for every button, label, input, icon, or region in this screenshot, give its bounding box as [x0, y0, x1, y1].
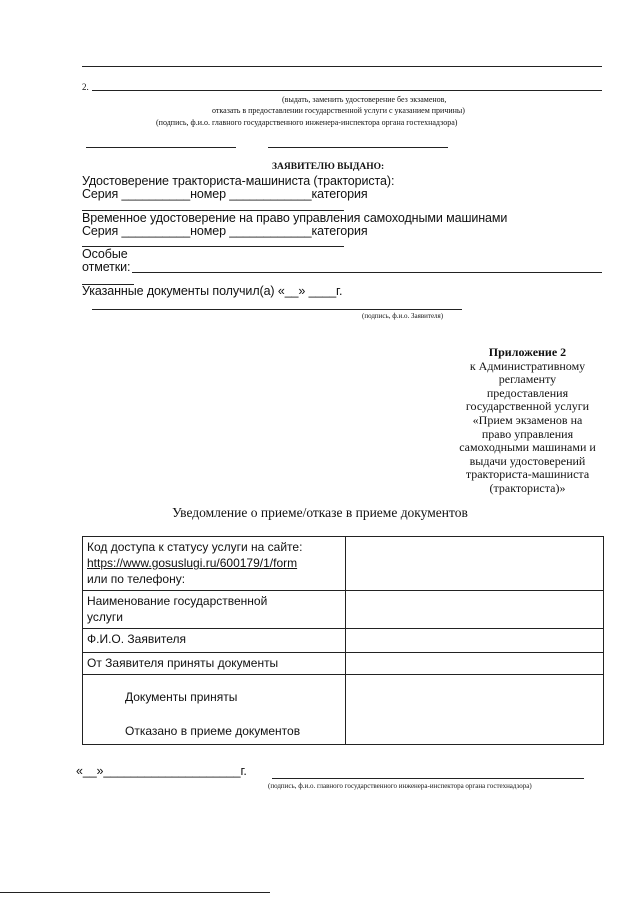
decision-line: [92, 90, 602, 91]
appendix-line: (тракториста)»: [489, 480, 566, 495]
applicant-name-value-cell[interactable]: [346, 629, 604, 653]
service-name-label-2: услуги: [87, 610, 123, 624]
phone-label: или по телефону:: [87, 572, 186, 586]
appendix-line: «Прием экзаменов на: [472, 412, 583, 427]
decision-value-cell[interactable]: [346, 675, 604, 745]
appendix-line: выдачи удостоверений: [469, 453, 586, 468]
table-row: [83, 629, 604, 653]
top-blank-line: [82, 66, 602, 67]
issued-heading: ЗАЯВИТЕЛЮ ВЫДАНО:: [272, 162, 385, 172]
access-code-label: Код доступа к статусу услуги на сайте:: [87, 540, 303, 554]
decision-hint-2: отказать в предоставлении государственной услуги с указанием причины): [212, 106, 465, 115]
service-name-cell: [83, 591, 346, 629]
service-name-label-1: Наименование государственной: [87, 594, 268, 608]
item-number: 2.: [82, 82, 89, 92]
notes-label-2: отметки:: [82, 260, 131, 274]
footer-date: «__»____________________г.: [76, 764, 247, 778]
access-code-value-cell[interactable]: [346, 537, 604, 591]
table-row: [83, 591, 604, 629]
appendix-line: регламенту: [498, 372, 557, 387]
decision-cell: [83, 675, 346, 745]
applicant-signature-hint: (подпись, ф.и.о. Заявителя): [362, 312, 444, 320]
cert1-title: Удостоверение тракториста-машиниста (тракториста):: [82, 174, 395, 188]
gosuslugi-link[interactable]: https://www.gosuslugi.ru/600179/1/form: [87, 556, 298, 570]
signature-line-1: [86, 147, 236, 148]
accepted-docs-label: От Заявителя приняты документы: [83, 653, 346, 675]
received-text: Указанные документы получил(а) «__» ____г.: [82, 284, 343, 298]
table-row: [83, 675, 604, 745]
docs-accepted-label: Документы приняты: [125, 690, 238, 704]
applicant-signature-line: [92, 309, 462, 310]
applicant-name-label: Ф.И.О. Заявителя: [83, 629, 346, 653]
appendix-line: самоходными машинами и: [459, 440, 596, 455]
appendix-line: к Административному: [469, 358, 586, 373]
notice-title: Уведомление о приеме/отказе в приеме документов: [172, 505, 468, 520]
docs-refused-label: Отказано в приеме документов: [125, 724, 301, 738]
appendix-line: право управления: [481, 426, 574, 441]
appendix-line: государственной услуги: [465, 399, 590, 414]
service-name-value-cell[interactable]: [346, 591, 604, 629]
inspector-signature-hint: (подпись, ф.и.о. главного государственного инженера-инспектора органа гостехнадзора): [156, 118, 458, 127]
notice-table: [82, 536, 604, 745]
appendix-title: Приложение 2: [488, 345, 567, 359]
access-code-cell: [83, 537, 346, 591]
table-row: [83, 537, 604, 591]
cert1-fields: Серия __________номер ____________категория: [82, 187, 368, 201]
appendix-line: предоставления: [486, 385, 569, 400]
notes-line: [132, 272, 602, 273]
signature-line-2: [268, 147, 448, 148]
bottom-page-line: [0, 892, 270, 893]
table-row: [83, 653, 604, 675]
footer-signature-hint: (подпись, ф.и.о. главного государственного инженера-инспектора органа гостехнадзора): [268, 782, 532, 790]
accepted-docs-value-cell[interactable]: [346, 653, 604, 675]
appendix-block: [440, 346, 615, 496]
cert2-fields: Серия __________номер ____________категория: [82, 224, 368, 238]
appendix-line: тракториста-машиниста: [465, 467, 590, 482]
footer-signature-line: [272, 778, 584, 779]
decision-hint-1: (выдать, заменить удостоверение без экзаменов,: [282, 95, 447, 104]
notes-label-1: Особые: [82, 247, 128, 261]
cert2-title: Временное удостоверение на право управления самоходными машинами: [82, 211, 508, 225]
